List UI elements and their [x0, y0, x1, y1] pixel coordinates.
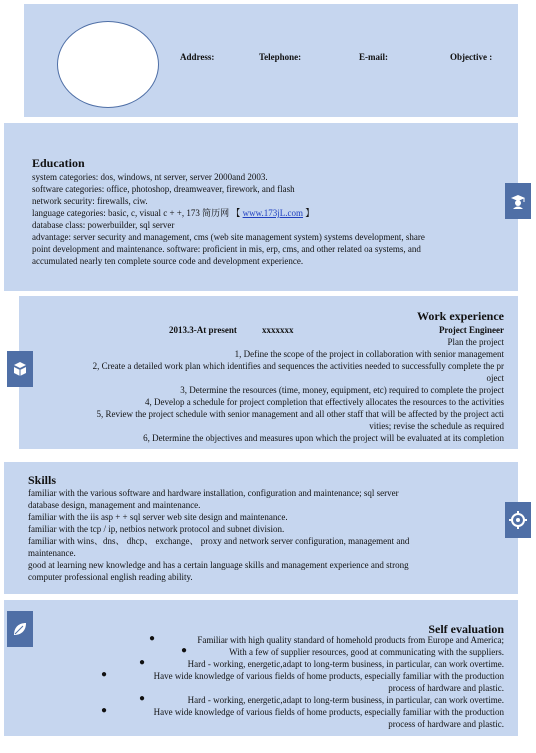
email-label: E-mail:: [359, 52, 388, 62]
skills-line: familiar with wins、dns、 dhcp、 exchange、 proxy and network server configuration, management and: [28, 536, 410, 546]
education-line: advantage: server security and management, cms (web site management system) systems development, share: [32, 232, 425, 242]
list-item: [84, 694, 504, 706]
list-item: [84, 646, 504, 658]
telephone-label: Telephone:: [259, 52, 302, 62]
education-icon-tab: [505, 183, 531, 219]
bullet-icon: ●: [101, 669, 108, 680]
list-item-text: Hard - working, energetic,adapt to long-term business, in particular, can work overtime.: [187, 659, 504, 669]
photo-placeholder: [57, 21, 159, 108]
skills-line: maintenance.: [28, 548, 76, 558]
education-body: [32, 171, 502, 267]
skills-line: familiar with the tcp / ip, netbios network protocol and subnet division.: [28, 524, 285, 534]
work-line: 5, Review the project schedule with senior management and all other staff that will be affected by the project acti: [96, 409, 504, 419]
education-line: database class: powerbuilder, sql server: [32, 220, 175, 230]
work-line: oject: [486, 373, 504, 383]
work-line: 3, Determine the resources (time, money, equipment, etc) required to complete the project: [180, 385, 504, 395]
list-item-text: Have wide knowledge of various fields of home products, especially familiar with the production: [153, 707, 504, 717]
self-evaluation-title: Self evaluation: [428, 622, 504, 636]
work-line: vities; revise the schedule as required: [369, 421, 504, 431]
objective-label: Objective :: [450, 52, 493, 62]
skills-line: good at learning new knowledge and has a certain language skills and management experience and strong: [28, 560, 409, 570]
work-line: 2, Create a detailed work plan which identifies and sequences the activities needed to successfully complete the pr: [92, 361, 504, 371]
bullet-icon: ●: [139, 693, 146, 704]
list-item: [84, 670, 504, 694]
skills-title: Skills: [28, 473, 57, 487]
work-line: 4, Develop a schedule for project completion that effectively allocates the resources to the activities: [145, 397, 504, 407]
target-icon: [509, 511, 527, 529]
skills-line: familiar with the various software and hardware installation, configuration and maintenance; sql server: [28, 488, 399, 498]
education-line: system categories: dos, windows, nt server, server 2000and 2003.: [32, 172, 268, 182]
skills-icon-tab: [505, 502, 531, 538]
list-item: [84, 658, 504, 670]
list-item-text: Familiar with high quality standard of homehold products from Europe and America;: [197, 635, 504, 645]
language-text: language categories: basic, c, visual c + +, 173 简历网 【: [32, 208, 243, 218]
self-evaluation-icon-tab: [7, 611, 33, 647]
address-label: Address:: [180, 52, 215, 62]
work-position: Project Engineer: [438, 325, 504, 335]
bullet-icon: ●: [149, 633, 156, 644]
list-item-text: With a few of supplier resources, good at communicating with the suppliers.: [229, 647, 504, 657]
list-item-text: process of hardware and plastic.: [388, 683, 504, 693]
education-line: software categories: office, photoshop, dreamweaver, firework, and flash: [32, 184, 295, 194]
work-line: 6, Determine the objectives and measures upon which the project will be evaluated at its completion: [143, 433, 504, 443]
website-link[interactable]: www.173jL.com: [242, 208, 304, 218]
list-item-text: Have wide knowledge of various fields of home products, especially familiar with the production: [153, 671, 504, 681]
education-line: accumulated nearly ten complete source code and development experience.: [32, 256, 304, 266]
list-item: [84, 706, 504, 730]
work-title: Work experience: [417, 309, 504, 323]
list-item-text: process of hardware and plastic.: [388, 719, 504, 729]
skills-line: computer professional english reading ability.: [28, 572, 193, 582]
leaf-icon: [12, 621, 28, 637]
graduate-icon: [510, 193, 526, 209]
education-line: point development and maintenance. software: proficient in mis, erp, cms, and other related oa systems, and: [32, 244, 421, 254]
work-date: 2013.3-At present: [169, 325, 237, 335]
skills-line: familiar with the iis asp + + sql server web site design and maintenance.: [28, 512, 288, 522]
bullet-icon: ●: [101, 705, 108, 716]
work-body: [34, 336, 504, 444]
self-evaluation-body: [84, 634, 504, 730]
bullet-icon: ●: [139, 657, 146, 668]
list-item-text: Hard - working, energetic,adapt to long-term business, in particular, can work overtime.: [187, 695, 504, 705]
skills-line: database design, management and maintenance.: [28, 500, 201, 510]
book-icon: [12, 361, 28, 377]
education-line: network security: firewalls, ciw.: [32, 196, 148, 206]
list-item: [84, 634, 504, 646]
work-line: Plan the project: [447, 337, 504, 347]
education-title: Education: [32, 156, 85, 170]
language-suffix: 】: [303, 208, 315, 218]
education-language-line: [32, 207, 502, 219]
work-icon-tab: [7, 351, 33, 387]
skills-body: [28, 487, 498, 583]
work-line: 1, Define the scope of the project in collaboration with senior management: [234, 349, 504, 359]
work-company: xxxxxxx: [262, 325, 294, 335]
bullet-icon: ●: [181, 645, 188, 656]
